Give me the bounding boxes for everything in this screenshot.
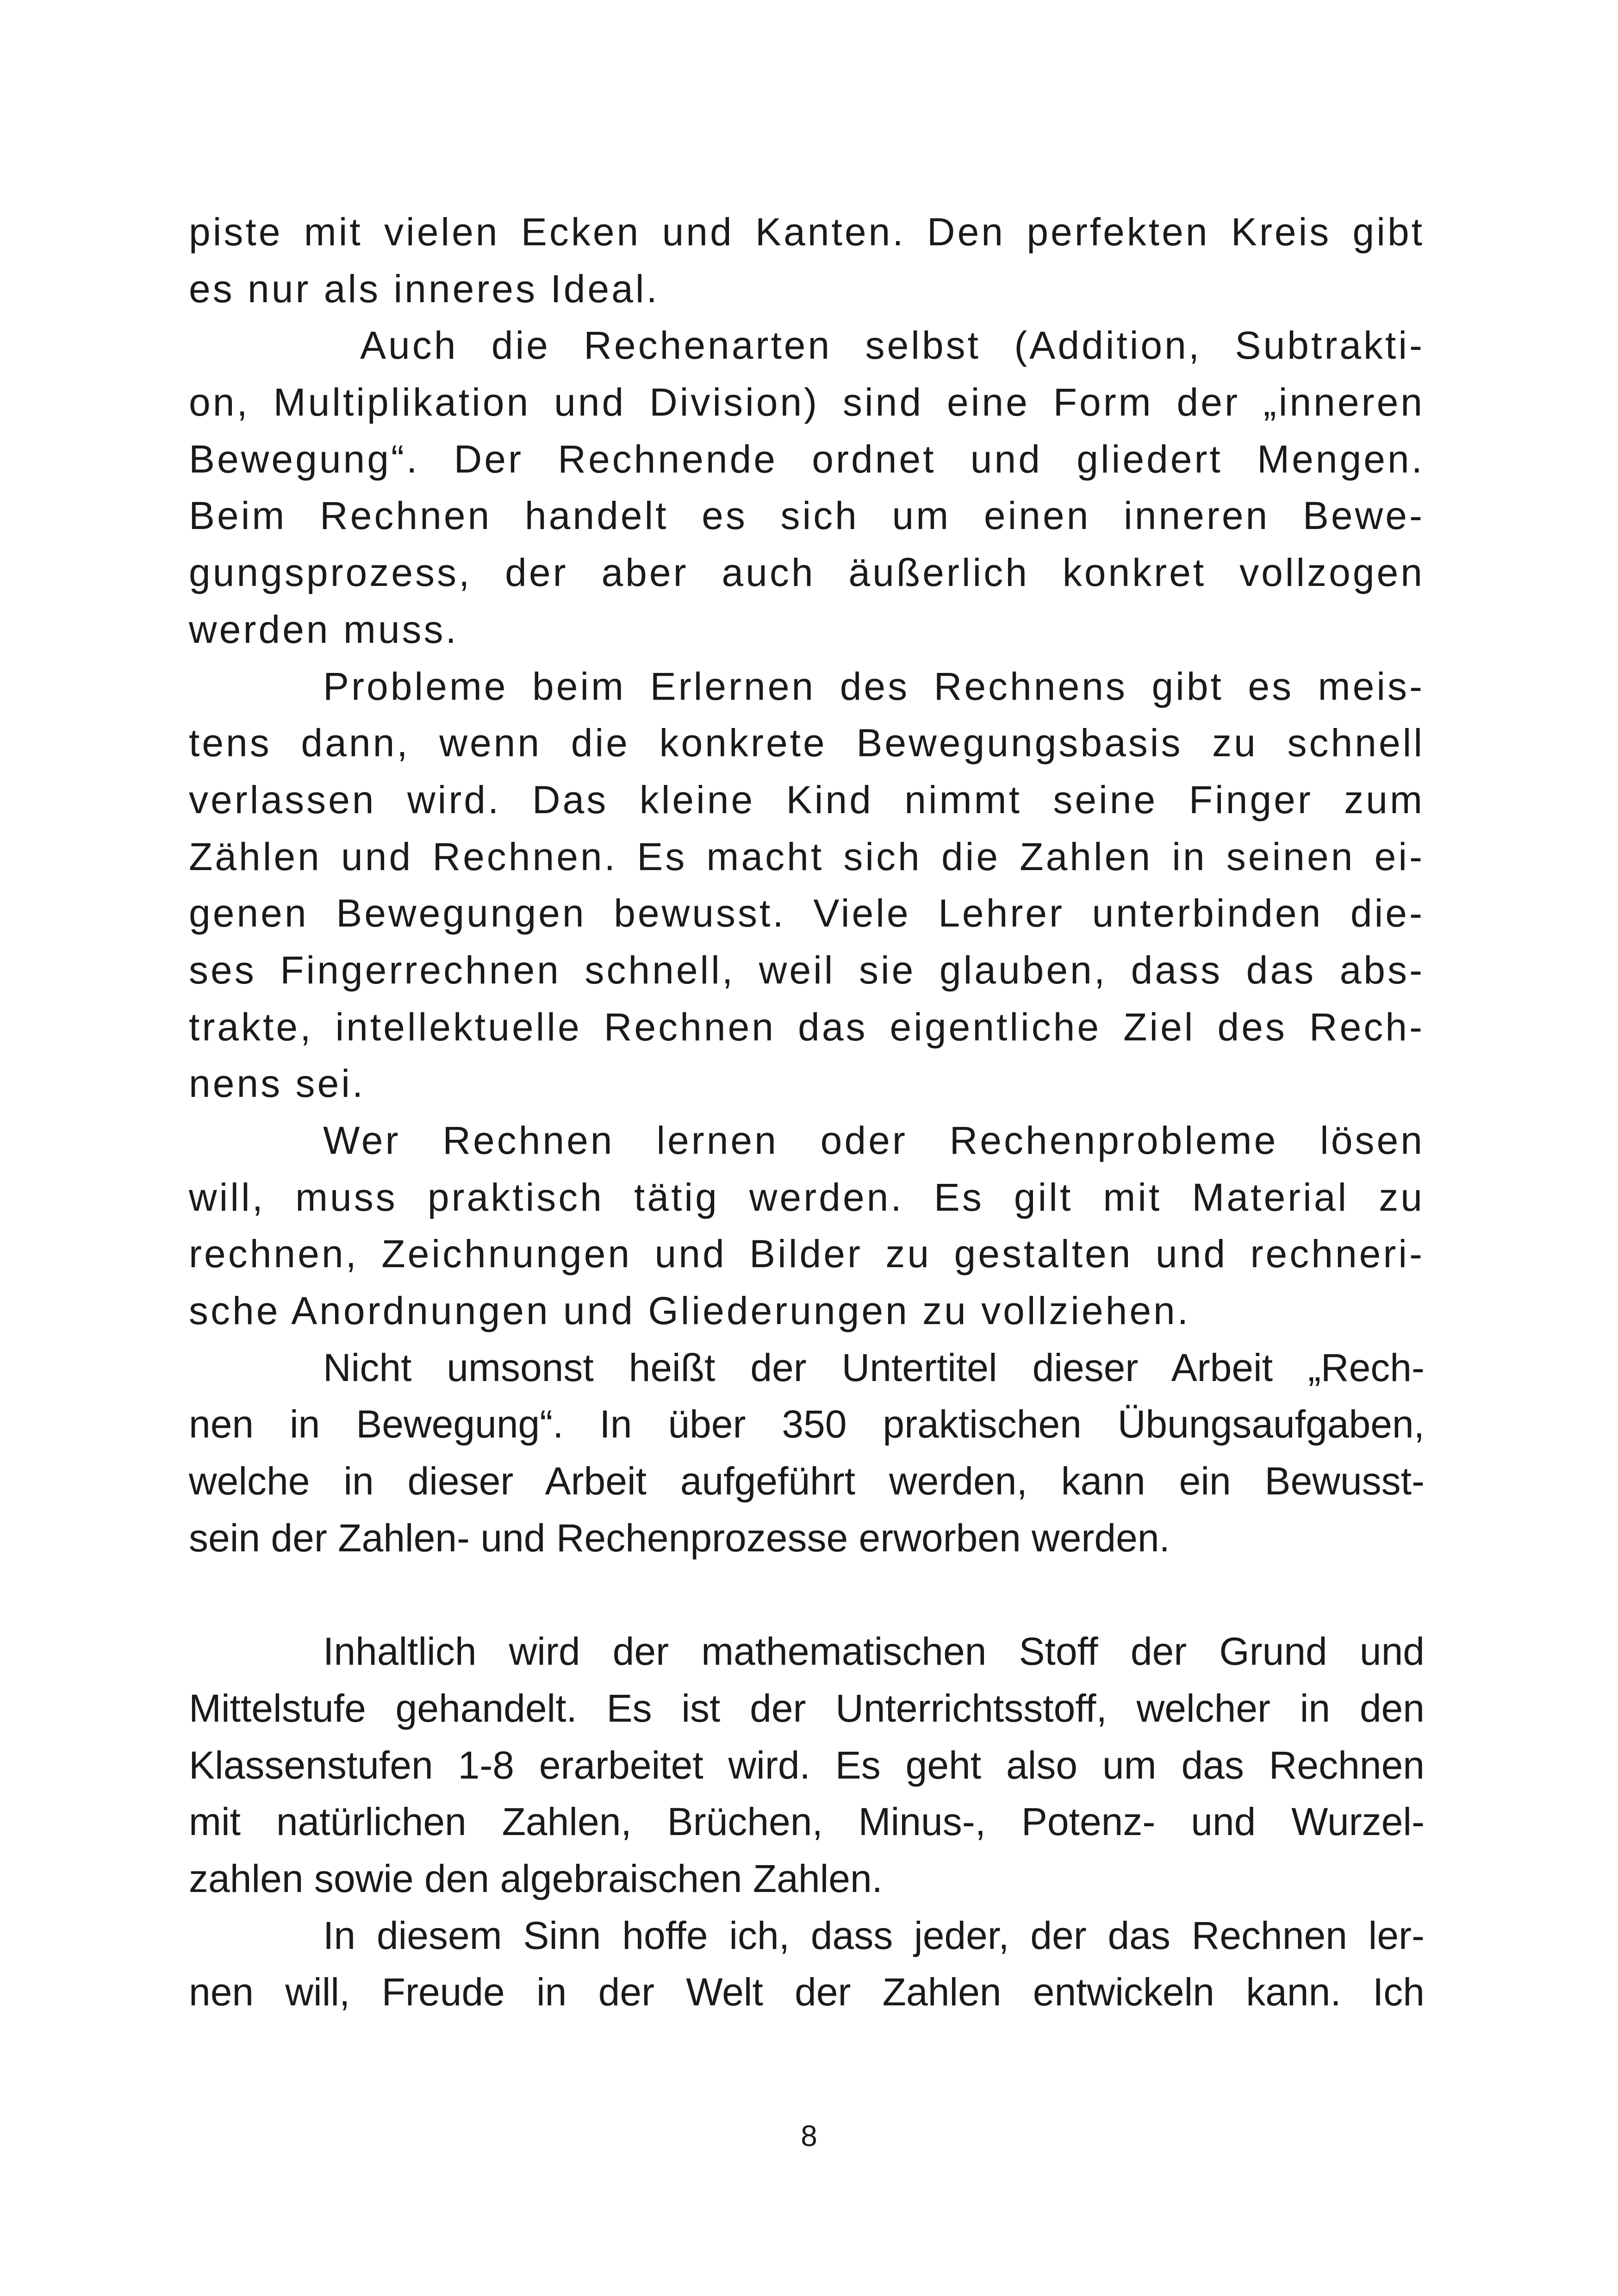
text-line: genen Bewegungen bewusst. Viele Lehrer unterbinden die- (189, 891, 1425, 935)
text-line: tens dann, wenn die konkrete Bewegungsbasis zu schnell (189, 721, 1425, 765)
text-line: nen in Bewegung“. In über 350 praktischen Übungsaufgaben, (189, 1402, 1425, 1446)
text-line: ses Fingerrechnen schnell, weil sie glauben, dass das abs- (189, 948, 1425, 992)
text-line: Beim Rechnen handelt es sich um einen inneren Bewe- (189, 494, 1425, 538)
page-number: 8 (801, 2119, 817, 2153)
text-line: piste mit vielen Ecken und Kanten. Den perfekten Kreis gibt (189, 210, 1425, 254)
text-line: sein der Zahlen- und Rechenprozesse erworben werden. (189, 1516, 1170, 1560)
text-line: trakte, intellektuelle Rechnen das eigentliche Ziel des Rech- (189, 1005, 1425, 1049)
text-line: verlassen wird. Das kleine Kind nimmt seine Finger zum (189, 778, 1425, 821)
text-line: mit natürlichen Zahlen, Brüchen, Minus-, Potenz- und Wurzel- (189, 1800, 1425, 1844)
text-line: gungsprozess, der aber auch äußerlich konkret vollzogen (189, 551, 1425, 595)
text-line: will, muss praktisch tätig werden. Es gilt mit Material zu (189, 1175, 1425, 1219)
text-line: zahlen sowie den algebraischen Zahlen. (189, 1856, 883, 1900)
text-line: Bewegung“. Der Rechnende ordnet und gliedert Mengen. (189, 437, 1425, 481)
text-line: welche in dieser Arbeit aufgeführt werden, kann ein Bewusst- (189, 1459, 1425, 1503)
body-text (189, 204, 1425, 2021)
text-line: In diesem Sinn hoffe ich, dass jeder, der das Rechnen ler- (323, 1913, 1425, 1957)
text-line: rechnen, Zeichnungen und Bilder zu gestalten und rechneri- (189, 1232, 1425, 1276)
text-line: Wer Rechnen lernen oder Rechenprobleme lösen (323, 1119, 1425, 1162)
paragraph-gap (189, 1567, 1425, 1624)
text-line: nen will, Freude in der Welt der Zahlen entwickeln kann. Ich (189, 1970, 1425, 2014)
text-line: Zählen und Rechnen. Es macht sich die Zahlen in seinen ei- (189, 834, 1425, 878)
text-line: Probleme beim Erlernen des Rechnens gibt es meis- (323, 664, 1425, 708)
text-line: nens sei. (189, 1062, 366, 1106)
text-line: Auch die Rechenarten selbst (Addition, Subtrakti- (360, 324, 1425, 367)
text-line: Nicht umsonst heißt der Untertitel dieser Arbeit „Rech- (323, 1345, 1425, 1389)
text-line: es nur als inneres Ideal. (189, 267, 660, 311)
text-line: Inhaltlich wird der mathematischen Stoff der Grund und (323, 1630, 1425, 1674)
text-line: sche Anordnungen und Gliederungen zu vollziehen. (189, 1289, 1191, 1333)
text-line: werden muss. (189, 607, 459, 651)
text-line: on, Multiplikation und Division) sind eine Form der „inneren (189, 380, 1425, 424)
text-line: Klassenstufen 1-8 erarbeitet wird. Es geht also um das Rechnen (189, 1743, 1425, 1787)
text-line: Mittelstufe gehandelt. Es ist der Unterrichtsstoff, welcher in den (189, 1686, 1425, 1730)
